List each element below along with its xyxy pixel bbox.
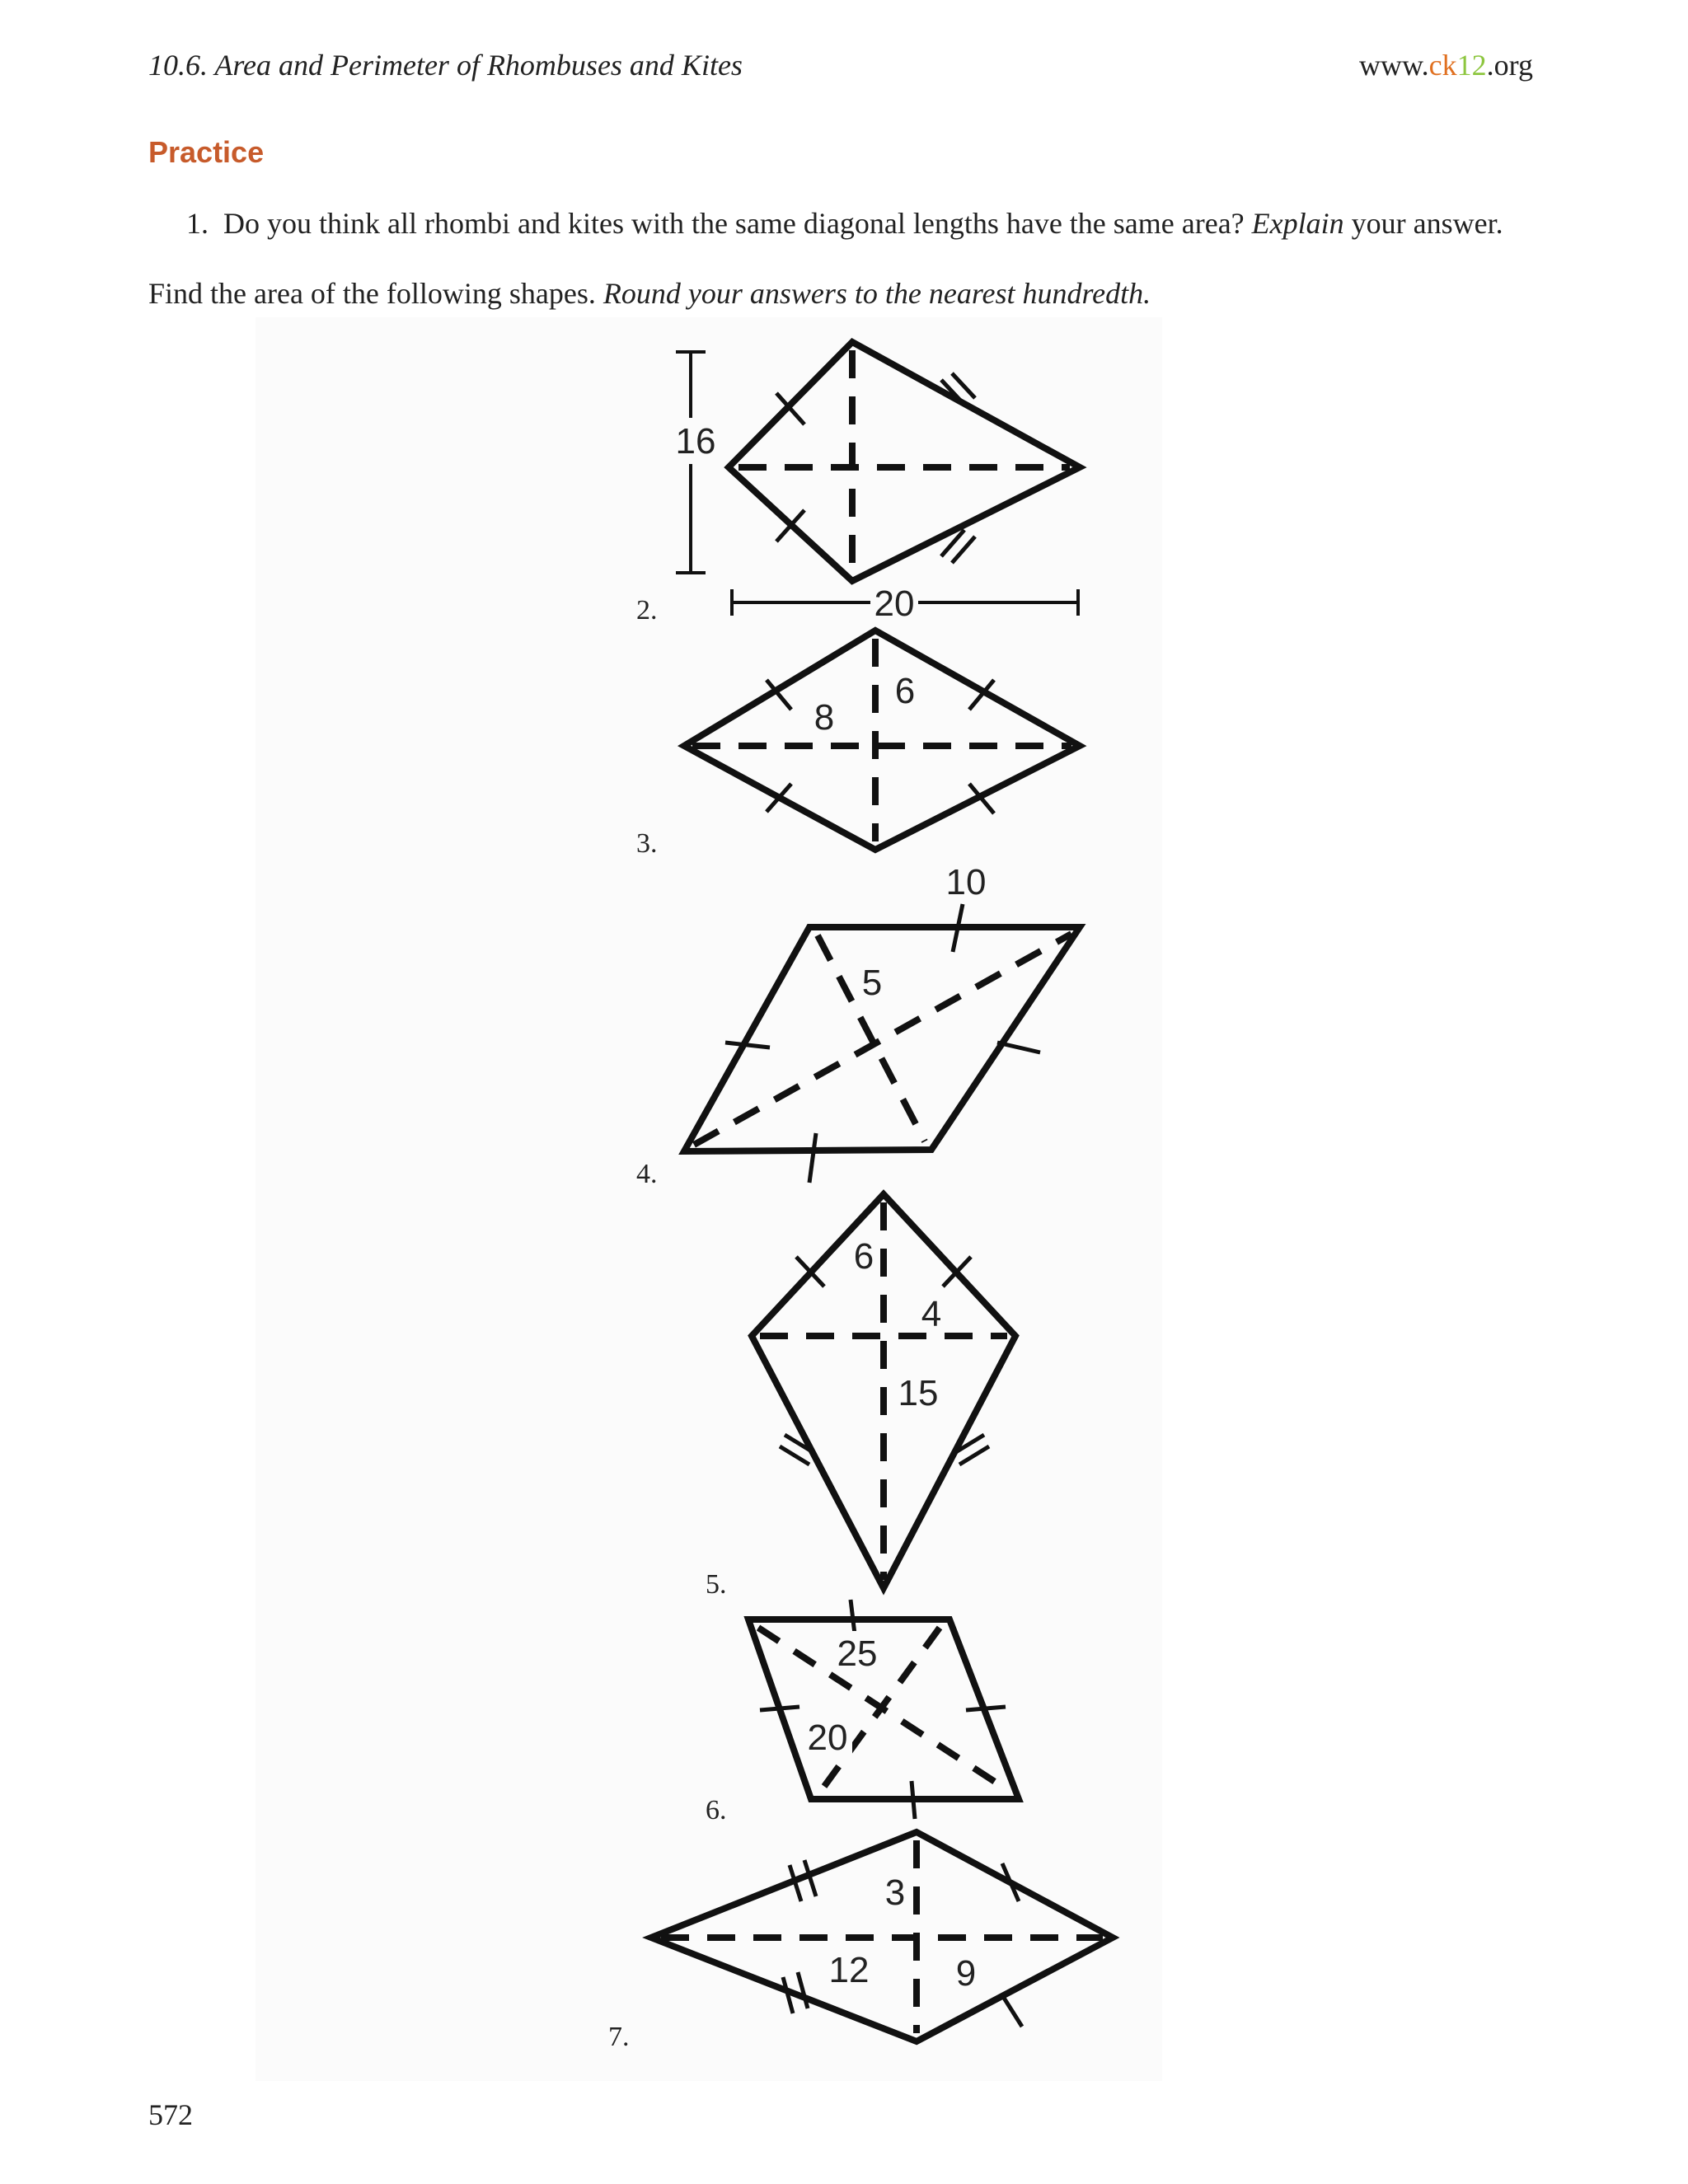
label-3-half-diagonal: 8 xyxy=(814,697,835,738)
instructions xyxy=(148,276,1151,311)
label-5-top: 6 xyxy=(853,1236,874,1277)
site-suffix: .org xyxy=(1486,49,1533,82)
problem-5-number: 5. xyxy=(706,1569,727,1600)
instructions-text: Find the area of the following shapes. xyxy=(148,277,596,310)
kite-figure-5 xyxy=(752,1194,1015,1588)
section-title: Practice xyxy=(148,135,265,169)
question-1-text-end: your answer. xyxy=(1351,207,1503,240)
question-1-number: 1. xyxy=(186,207,209,240)
label-7-left: 12 xyxy=(828,1950,870,1990)
problem-3-number: 3. xyxy=(636,828,658,859)
kite-figure-7 xyxy=(651,1832,1113,2041)
label-7-right: 9 xyxy=(955,1953,977,1994)
kite-figure-2 xyxy=(676,342,1080,616)
label-5-half-width: 4 xyxy=(921,1294,942,1334)
problem-7-number: 7. xyxy=(608,2022,630,2052)
question-1-text: Do you think all rhombi and kites with the same diagonal lengths have the same area? xyxy=(223,207,1245,240)
running-header-section: 10.6. Area and Perimeter of Rhombuses and Kites xyxy=(148,49,743,82)
problem-2-number: 2. xyxy=(636,595,658,626)
running-header-site xyxy=(1359,48,1533,82)
label-2-width: 20 xyxy=(874,583,915,624)
site-ck: ck xyxy=(1428,49,1457,82)
label-6-half-diagonal-2: 20 xyxy=(807,1718,848,1758)
label-2-height: 16 xyxy=(675,421,716,462)
question-1 xyxy=(186,206,1503,241)
label-5-bottom: 15 xyxy=(898,1373,939,1413)
rhombus-figure-3 xyxy=(684,630,1080,850)
problem-4-number: 4. xyxy=(636,1159,658,1189)
label-6-half-diagonal: 25 xyxy=(837,1633,878,1674)
rhombus-figure-6 xyxy=(748,1600,1019,1819)
question-1-emphasis: Explain xyxy=(1251,207,1344,240)
site-12: 12 xyxy=(1456,49,1487,82)
instructions-emphasis: Round your answers to the nearest hundredth. xyxy=(603,277,1151,310)
figures-panel xyxy=(256,317,1162,2081)
problem-6-number: 6. xyxy=(706,1795,727,1825)
label-7-top: 3 xyxy=(884,1872,906,1913)
rhombus-figure-4 xyxy=(684,904,1080,1183)
label-4-side: 10 xyxy=(945,862,987,902)
page-number: 572 xyxy=(148,2098,193,2131)
label-4-half-diagonal: 5 xyxy=(861,963,883,1003)
label-3-half-diagonal-vert: 6 xyxy=(894,671,916,711)
site-prefix: www. xyxy=(1359,49,1429,82)
